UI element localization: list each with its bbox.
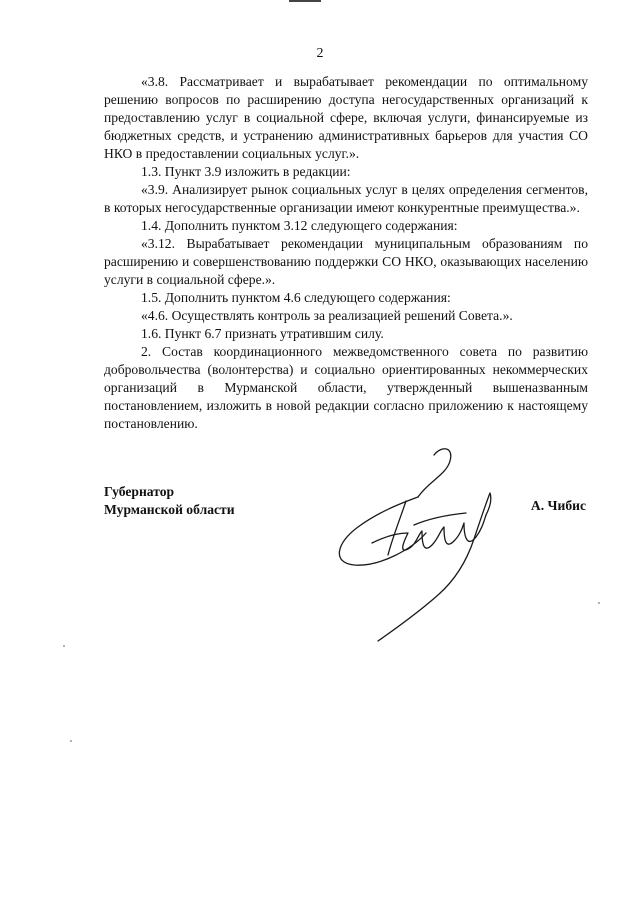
handwritten-signature-icon	[314, 441, 529, 646]
scan-speck	[63, 645, 65, 647]
signatory-title-line1: Губернатор	[104, 484, 175, 499]
page-number: 2	[316, 46, 324, 61]
paragraph-3-8: «3.8. Рассматривает и вырабатывает рекомендации по оптимальному решению вопросов по расширению доступа негосударственных организаций к предоставлению услуг в социальной сфере, включая услуги, финансируемые из бюджетных средств, и устранению административных барьеров для участия СО НКО в предоставлении социальных услуг.».	[104, 74, 588, 161]
paragraph-4-6: «4.6. Осуществлять контроль за реализацией решений Совета.».	[141, 308, 513, 323]
signatory-name: А. Чибис	[530, 498, 586, 513]
scan-speck	[70, 740, 72, 742]
scan-speck	[598, 602, 600, 604]
document-body	[104, 73, 588, 433]
top-edge-mark	[289, 0, 321, 2]
paragraph-1-5: 1.5. Дополнить пунктом 4.6 следующего содержания:	[141, 290, 451, 305]
signatory-title	[104, 483, 235, 519]
paragraph-2: 2. Состав координационного межведомственного совета по развитию добровольчества (волонтерства) и социально ориентированных некоммерческих организаций в Мурманской области, утвержденный вышеназванным постановлением, изложить в новой редакции согласно приложению к настоящему постановлению.	[104, 344, 588, 431]
paragraph-1-3: 1.3. Пункт 3.9 изложить в редакции:	[141, 164, 351, 179]
paragraph-3-12: «3.12. Вырабатывает рекомендации муниципальным образованиям по расширению и совершенствованию поддержки СО НКО, оказывающих населению услуги в социальной сфере.».	[104, 236, 588, 287]
paragraph-1-6: 1.6. Пункт 6.7 признать утратившим силу.	[141, 326, 384, 341]
signatory-title-line2: Мурманской области	[104, 502, 235, 517]
paragraph-1-4: 1.4. Дополнить пунктом 3.12 следующего содержания:	[141, 218, 458, 233]
signature-block	[104, 483, 588, 653]
paragraph-3-9: «3.9. Анализирует рынок социальных услуг в целях определения сегментов, в которых негосударственные организации имеют конкурентные преимущества.».	[104, 182, 588, 215]
